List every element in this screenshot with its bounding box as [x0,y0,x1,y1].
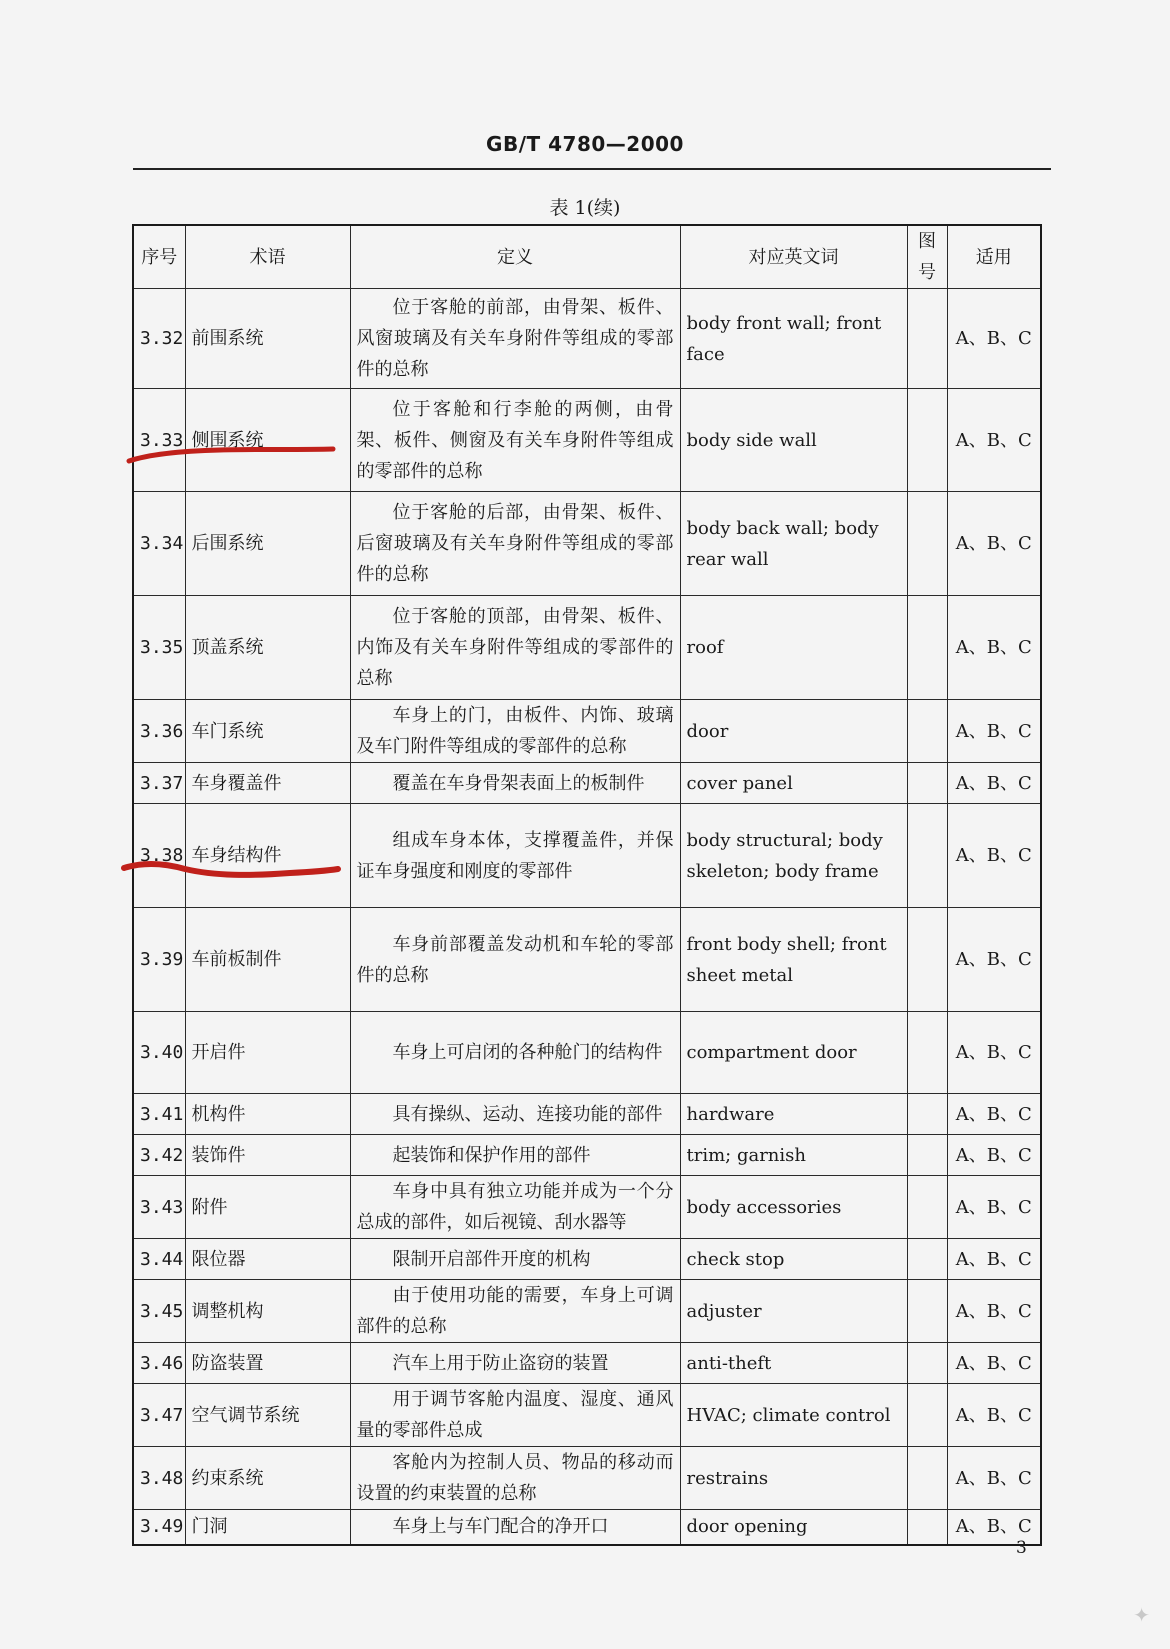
row-number: 3.39 [133,908,185,1012]
table-row [133,763,1041,804]
row-figure [907,1012,947,1094]
row-english: hardware [680,1094,907,1135]
header-applicable: 适用 [947,225,1041,289]
row-term: 空气调节系统 [185,1384,350,1447]
row-term: 限位器 [185,1239,350,1280]
row-definition: 具有操纵、运动、连接功能的部件 [350,1094,680,1135]
row-definition: 覆盖在车身骨架表面上的板制件 [350,763,680,804]
row-applicable: A、B、C [947,1012,1041,1094]
table-caption: 表 1(续) [549,197,621,219]
row-applicable: A、B、C [947,1176,1041,1239]
row-number: 3.35 [133,596,185,700]
row-definition: 用于调节客舱内温度、湿度、通风量的零部件总成 [350,1384,680,1447]
row-number: 3.42 [133,1135,185,1176]
row-applicable: A、B、C [947,1343,1041,1384]
row-figure [907,763,947,804]
table-row [133,1280,1041,1343]
row-english: body structural; body skeleton; body frame [680,804,907,908]
row-number: 3.40 [133,1012,185,1094]
row-applicable: A、B、C [947,1239,1041,1280]
row-term: 车身结构件 [185,804,350,908]
row-definition: 车身上可启闭的各种舱门的结构件 [350,1012,680,1094]
table-row [133,596,1041,700]
row-figure [907,1384,947,1447]
row-english: front body shell; front sheet metal [680,908,907,1012]
row-number: 3.36 [133,700,185,763]
row-english: roof [680,596,907,700]
row-figure [907,804,947,908]
row-definition: 起装饰和保护作用的部件 [350,1135,680,1176]
row-definition: 车身上与车门配合的净开口 [350,1510,680,1545]
row-term: 车门系统 [185,700,350,763]
row-applicable: A、B、C [947,804,1041,908]
row-term: 前围系统 [185,289,350,389]
table-row [133,1176,1041,1239]
row-term: 装饰件 [185,1135,350,1176]
row-figure [907,1343,947,1384]
row-term: 机构件 [185,1094,350,1135]
row-english: cover panel [680,763,907,804]
table-row [133,1510,1041,1545]
row-applicable: A、B、C [947,1384,1041,1447]
row-english: restrains [680,1447,907,1510]
terms-table [132,224,1042,1546]
header-definition: 定义 [350,225,680,289]
row-term: 防盗装置 [185,1343,350,1384]
table-row [133,804,1041,908]
row-applicable: A、B、C [947,1135,1041,1176]
row-number: 3.47 [133,1384,185,1447]
table-row [133,700,1041,763]
row-applicable: A、B、C [947,289,1041,389]
row-number: 3.49 [133,1510,185,1545]
row-applicable: A、B、C [947,700,1041,763]
row-english: body front wall; front face [680,289,907,389]
row-definition: 位于客舱的后部，由骨架、板件、后窗玻璃及有关车身附件等组成的零部件的总称 [350,492,680,596]
row-english: door [680,700,907,763]
row-definition: 客舱内为控制人员、物品的移动而设置的约束装置的总称 [350,1447,680,1510]
row-english: adjuster [680,1280,907,1343]
row-applicable: A、B、C [947,908,1041,1012]
page-number: 3 [1016,1538,1027,1558]
row-term: 附件 [185,1176,350,1239]
row-figure [907,289,947,389]
row-number: 3.46 [133,1343,185,1384]
row-figure [907,1094,947,1135]
row-applicable: A、B、C [947,1280,1041,1343]
row-definition: 车身前部覆盖发动机和车轮的零部件的总称 [350,908,680,1012]
row-figure [907,492,947,596]
row-figure [907,1239,947,1280]
row-number: 3.33 [133,389,185,492]
row-number: 3.41 [133,1094,185,1135]
header-term: 术语 [185,225,350,289]
row-figure [907,389,947,492]
row-definition: 位于客舱和行李舱的两侧，由骨架、板件、侧窗及有关车身附件等组成的零部件的总称 [350,389,680,492]
row-definition: 限制开启部件开度的机构 [350,1239,680,1280]
row-english: anti-theft [680,1343,907,1384]
table-row [133,1343,1041,1384]
row-applicable: A、B、C [947,1447,1041,1510]
row-definition: 位于客舱的前部，由骨架、板件、风窗玻璃及有关车身附件等组成的零部件的总称 [350,289,680,389]
table-row [133,1012,1041,1094]
row-number: 3.37 [133,763,185,804]
row-english: body back wall; body rear wall [680,492,907,596]
row-term: 开启件 [185,1012,350,1094]
row-applicable: A、B、C [947,596,1041,700]
row-english: door opening [680,1510,907,1545]
row-definition: 车身上的门，由板件、内饰、玻璃及车门附件等组成的零部件的总称 [350,700,680,763]
header-figure: 图号 [907,225,947,289]
row-applicable: A、B、C [947,389,1041,492]
row-number: 3.44 [133,1239,185,1280]
row-number: 3.48 [133,1447,185,1510]
row-english: compartment door [680,1012,907,1094]
row-definition: 组成车身本体，支撑覆盖件，并保证车身强度和刚度的零部件 [350,804,680,908]
table-row [133,1239,1041,1280]
row-figure [907,908,947,1012]
row-definition: 位于客舱的顶部，由骨架、板件、内饰及有关车身附件等组成的零部件的总称 [350,596,680,700]
row-english: HVAC; climate control [680,1384,907,1447]
row-applicable: A、B、C [947,1094,1041,1135]
table-row [133,389,1041,492]
header-no: 序号 [133,225,185,289]
row-number: 3.34 [133,492,185,596]
table-row [133,908,1041,1012]
header-rule [133,168,1051,170]
row-figure [907,1510,947,1545]
table-header-row [133,225,1041,289]
table-row [133,1384,1041,1447]
row-applicable: A、B、C [947,1510,1041,1545]
row-term: 后围系统 [185,492,350,596]
row-figure [907,1447,947,1510]
row-definition: 由于使用功能的需要，车身上可调部件的总称 [350,1280,680,1343]
row-term: 调整机构 [185,1280,350,1343]
row-figure [907,1176,947,1239]
row-definition: 车身中具有独立功能并成为一个分总成的部件，如后视镜、刮水器等 [350,1176,680,1239]
row-definition: 汽车上用于防止盗窃的装置 [350,1343,680,1384]
row-term: 侧围系统 [185,389,350,492]
row-number: 3.32 [133,289,185,389]
row-term: 约束系统 [185,1447,350,1510]
table-row [133,289,1041,389]
row-term: 车身覆盖件 [185,763,350,804]
row-term: 门洞 [185,1510,350,1545]
row-term: 车前板制件 [185,908,350,1012]
table-row [133,492,1041,596]
row-figure [907,596,947,700]
standard-code-header: GB/T 4780—2000 [486,132,684,156]
row-figure [907,1280,947,1343]
row-english: body side wall [680,389,907,492]
row-figure [907,1135,947,1176]
table-row [133,1135,1041,1176]
row-number: 3.43 [133,1176,185,1239]
row-term: 顶盖系统 [185,596,350,700]
row-number: 3.38 [133,804,185,908]
row-applicable: A、B、C [947,763,1041,804]
table-row [133,1447,1041,1510]
row-applicable: A、B、C [947,492,1041,596]
row-english: body accessories [680,1176,907,1239]
header-english: 对应英文词 [680,225,907,289]
row-number: 3.45 [133,1280,185,1343]
row-english: trim; garnish [680,1135,907,1176]
table-row [133,1094,1041,1135]
watermark-icon: ✦ [1133,1603,1150,1627]
row-figure [907,700,947,763]
row-english: check stop [680,1239,907,1280]
